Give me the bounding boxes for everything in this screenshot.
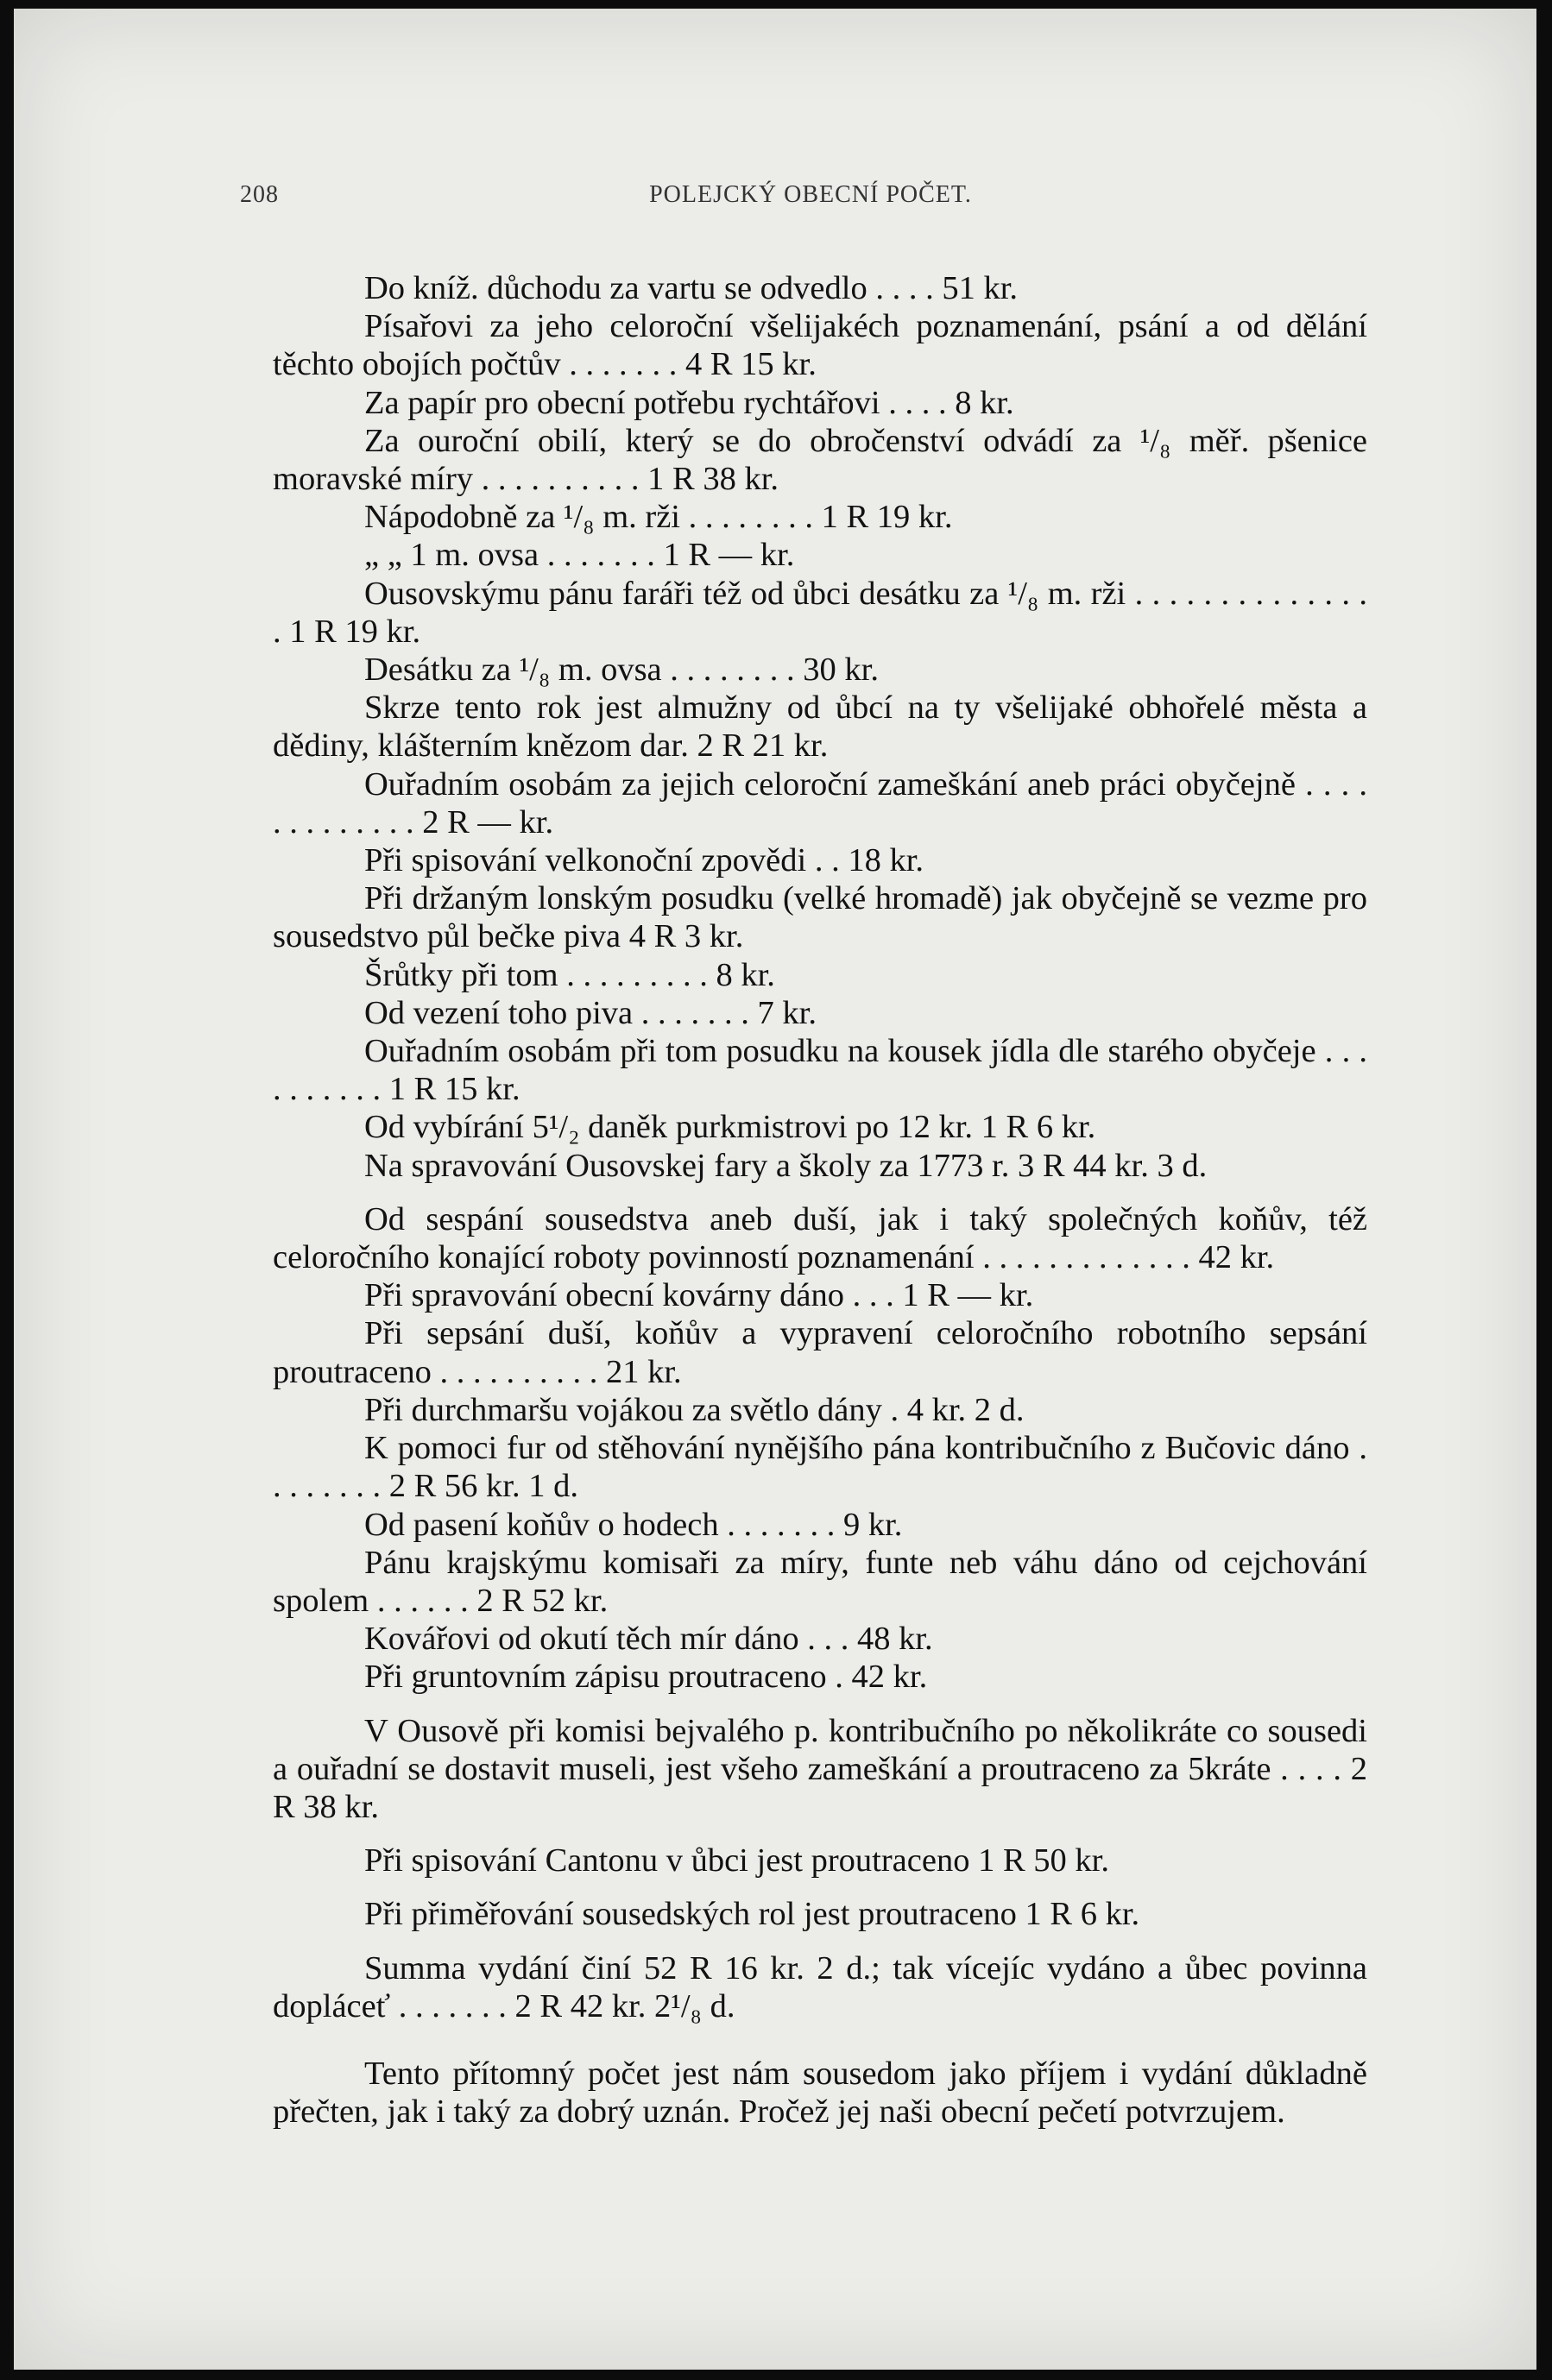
running-title: POLEJCKÝ OBECNÍ POČET. — [649, 181, 972, 208]
entry-napodobne-rzi: Nápodobně za ¹/₈ m. rži . . . . . . . . 1 R 19 kr. — [364, 499, 953, 536]
entry-ovsa: „ „ 1 m. ovsa . . . . . . . 1 R — kr. — [364, 537, 795, 574]
entry-komisar: Pánu krajskýmu komisaři za míry, funte neb váhu dáno od cejchování spolem . . . . . . 2 R 52 kr. — [273, 1544, 1367, 1619]
entry-sespani: Od sespání sousedstva aneb duší, jak i taký společných koňův, též celoročního konající roboty povinností poznamenání . . . . . . . . . . . . . 42 kr. — [273, 1200, 1367, 1276]
entry-canton: Při spisování Cantonu v ůbci jest proutraceno 1 R 50 kr. — [364, 1842, 1109, 1879]
entry-jidlo: Ouřadním osobám při tom posudku na kousek jídla dle starého obyčeje . . . . . . . . . . 1 R 15 kr. — [273, 1033, 1367, 1108]
entry-stehovani: K pomoci fur od stěhování nynějšího pána kontribučního z Bučovic dáno . . . . . . . . 2 R 56 kr. 1 d. — [273, 1430, 1367, 1505]
page-header — [240, 181, 1381, 216]
closing-statement: Tento přítomný počet jest nám sousedom jako příjem i vydání důkladně přečten, jak i taký za dobrý uznán. Pročež jej naši obecní pečetí potvrzujem. — [273, 2055, 1367, 2131]
entry-kovarna: Při spravování obecní kovárny dáno . . . 1 R — kr. — [364, 1277, 1034, 1314]
entry-vezeni-piva: Od vezení toho piva . . . . . . . 7 kr. — [364, 994, 817, 1031]
entry-sepsani-dusi: Při sepsání duší, koňův a vypravení celoročního robotního sepsání proutraceno . . . . . . . . . . 21 kr. — [273, 1315, 1367, 1390]
entry-kniz-duchod: Do kníž. důchodu za vartu se odvedlo . . . . 51 kr. — [364, 270, 1019, 306]
entry-papir: Za papír pro obecní potřebu rychtářovi . . . . 8 kr. — [364, 384, 1014, 421]
entry-paseni-konu: Od pasení koňův o hodech . . . . . . . 9 kr. — [364, 1506, 903, 1543]
entry-durchmars: Při durchmaršu vojákou za světlo dány . 4 kr. 2 d. — [364, 1391, 1025, 1428]
entry-zpoved: Při spisování velkonoční zpovědi . . 18 kr. — [364, 842, 924, 879]
entry-uradni-osoby: Ouřadním osobám za jejich celoroční zameškání aneb práci obyčejně . . . . . . . . . . . . . 2 R — kr. — [273, 765, 1367, 841]
book-page — [14, 9, 1536, 2370]
entry-kovar: Kovářovi od okutí těch mír dáno . . . 48 kr. — [364, 1621, 933, 1658]
entry-posudek: Při držaným lonským posudku (velké hromadě) jak obyčejně se vezme pro sousedstvo půl bečke piva 4 R 3 kr. — [273, 880, 1367, 955]
entry-ourocni-obili: Za ouroční obilí, který se do obročenství odvádí za ¹/₈ měř. pšenice moravské míry . . . . . . . . . . 1 R 38 kr. — [273, 422, 1367, 498]
entry-summa: Summa vydání činí 52 R 16 kr. 2 d.; tak vícejíc vydáno a ůbec povinna dopláceť . . . . . . . 2 R 42 kr. 2¹/₈ d. — [273, 1949, 1367, 2024]
entry-almuzny: Skrze tento rok jest almužny od ůbcí na ty všelijaké obhořelé města a dědiny, klášterním knězom dar. 2 R 21 kr. — [273, 689, 1367, 765]
page-number: 208 — [240, 181, 279, 208]
entry-srutky: Šrůtky při tom . . . . . . . . . 8 kr. — [364, 956, 775, 993]
entry-pisar: Písařovi za jeho celoroční všelijakéch poznamenání, psání a od dělání těchto obojích počtův . . . . . . . 4 R 15 kr. — [273, 308, 1367, 383]
entry-ousov-komise: V Ousově při komisi bejvalého p. kontribučního po několikráte co sousedi a ouřadní se dostavit museli, jest všeho zameškání a proutraceno za 5kráte . . . . 2 R 38 kr. — [273, 1712, 1367, 1825]
entry-farar-desatek: Ousovskýmu pánu faráři též od ůbci desátku za ¹/₈ m. rži . . . . . . . . . . . . . . . 1 R 19 kr. — [273, 575, 1367, 650]
entry-primerovani: Při přiměřování sousedských rol jest proutraceno 1 R 6 kr. — [364, 1896, 1140, 1933]
entry-danek: Od vybírání 5¹/₂ daněk purkmistrovi po 12 kr. 1 R 6 kr. — [364, 1109, 1096, 1146]
entry-fara-skola: Na spravování Ousovskej fary a školy za 1773 r. 3 R 44 kr. 3 d. — [364, 1147, 1208, 1184]
entry-gruntovni: Při gruntovním zápisu proutraceno . 42 kr. — [364, 1659, 928, 1696]
entry-desatek-ovsa: Desátku za ¹/₈ m. ovsa . . . . . . . . 30 kr. — [364, 652, 879, 689]
page-body — [273, 269, 1367, 2131]
